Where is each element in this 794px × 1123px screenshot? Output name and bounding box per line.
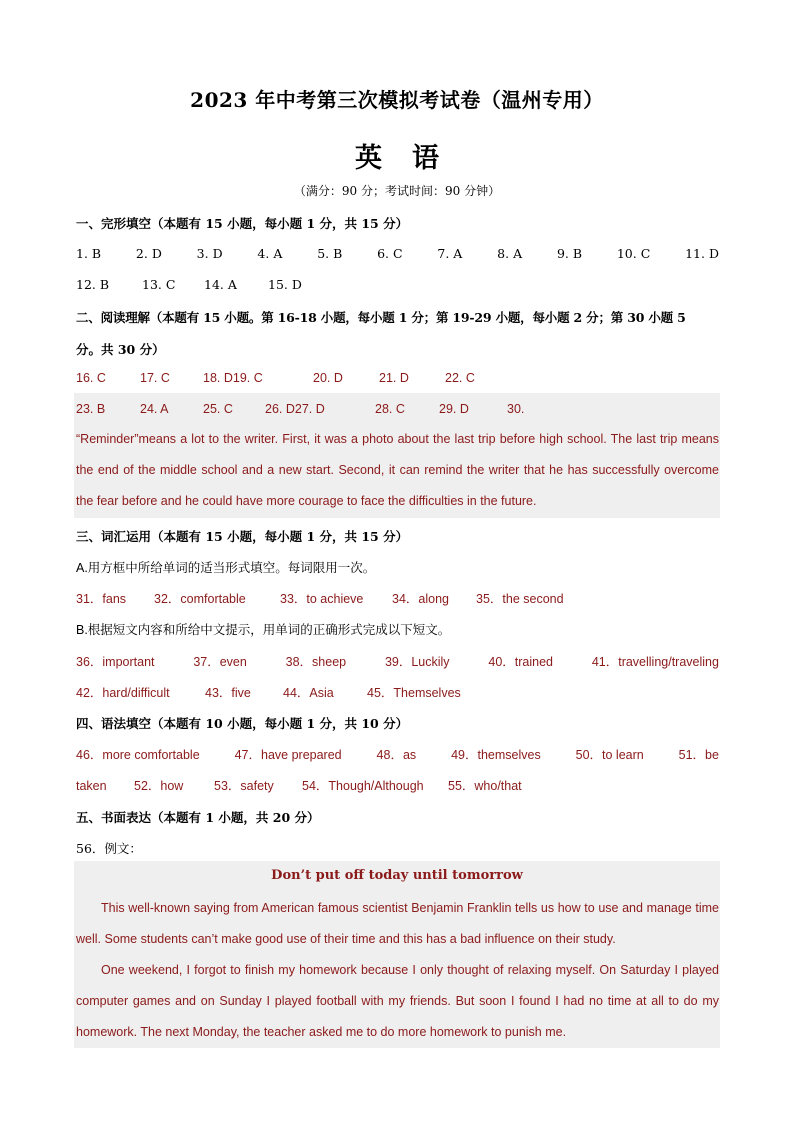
answer: 53．safety (214, 779, 274, 793)
section1-heading: 一、完形填空（本题有 15 小题，每小题 1 分，共 15 分） (76, 216, 409, 231)
answer: 39．Luckily (384, 655, 450, 669)
answer: 21. D (379, 371, 409, 385)
section2-answers-row2 (76, 402, 721, 416)
answer: 1. B (76, 246, 102, 261)
section3-answers-b1 (76, 652, 719, 670)
section3-heading: 三、词汇运用（本题有 15 小题，每小题 1 分，共 15 分） (76, 529, 409, 544)
answer: 4. A (257, 246, 283, 261)
answer: 54．Though/Although (302, 779, 424, 793)
answer: 43．five (205, 686, 251, 700)
essay-title: Don’t put off today until tomorrow (271, 868, 523, 883)
answer: 34．along (392, 592, 449, 606)
answer: 47．have prepared (234, 748, 342, 762)
answer: 6. C (377, 246, 403, 261)
answer: 55．who/that (448, 779, 522, 793)
answer: 52．how (134, 779, 184, 793)
answer: 33．to achieve (280, 592, 364, 606)
answer: 10. C (616, 246, 651, 261)
answer: 36．important (76, 655, 155, 669)
answer: 17. C (140, 371, 170, 385)
answer: 38．sheep (285, 655, 347, 669)
answer: 25. C (203, 402, 233, 416)
answer: 49．themselves (451, 748, 541, 762)
answer: 48．as (376, 748, 417, 762)
answer: 26. D27. D (265, 402, 325, 416)
page-title: 2023 年中考第三次模拟考试卷（温州专用） (190, 88, 604, 112)
section2-heading-cont: 分。共 30 分） (76, 342, 165, 357)
subject-title: 英语 (355, 143, 469, 174)
answer: 50．to learn (575, 748, 644, 762)
answer: 9. B (556, 246, 583, 261)
answer: 22. C (445, 371, 475, 385)
section1-answers-row2 (76, 277, 721, 292)
answer-30-text: “Reminder”means a lot to the writer. First, it was a photo about the last trip before high school. The last trip means the end of the middle school and a new start. Second, it can remind the writer that he has successfully overcome the fear before and he could have more courage to face the difficulties in the future. (76, 432, 719, 508)
answer: 23. B (76, 402, 106, 416)
answer: taken (76, 779, 107, 793)
answer: 30. (507, 402, 525, 416)
answer: 41．travelling/traveling (591, 655, 719, 669)
answer: 46．more comfortable (76, 748, 200, 762)
answer: 2. D (135, 246, 162, 261)
answer: 45．Themselves (367, 686, 461, 700)
answer: 37．even (193, 655, 247, 669)
answer: 15. D (268, 277, 302, 292)
essay-body (76, 893, 719, 1048)
answer: 18. D19. C (203, 371, 263, 385)
answer: 16. C (76, 371, 106, 385)
section4-heading: 四、语法填空（本题有 10 小题，每小题 1 分，共 10 分） (76, 716, 409, 731)
section4-answers-row1 (76, 745, 719, 763)
answer: 40．trained (488, 655, 553, 669)
answer: 24. A (140, 402, 169, 416)
answer: 20. D (313, 371, 343, 385)
answer: 12. B (76, 277, 110, 292)
answer: 5. B (317, 246, 343, 261)
answer: 11. D (685, 246, 719, 261)
essay-paragraph: One weekend, I forgot to finish my homework because I only thought of relaxing myself. On Saturday I played computer games and on Sunday I played football with my friends. But soon I found I had no time at all to do my homework. The next Monday, the teacher asked me to do more homework to punish me. (76, 963, 719, 1039)
section5-heading: 五、书面表达（本题有 1 小题，共 20 分） (76, 810, 320, 825)
exam-meta: （满分：90 分；考试时间：90 分钟） (293, 184, 501, 198)
section3-answers-a (76, 589, 721, 607)
answer: 44．Asia (283, 686, 334, 700)
answer: 32．comfortable (154, 592, 246, 606)
section3-part-b: B.根据短文内容和所给中文提示，用单词的正确形式完成以下短文。 (76, 623, 451, 637)
answer: 42．hard/difficult (76, 686, 170, 700)
answer: 29. D (439, 402, 469, 416)
question-56-label: 56．例文： (76, 841, 142, 856)
answer: 8. A (497, 246, 523, 261)
answer: 51．be (678, 748, 719, 762)
section1-answers-row1 (76, 246, 719, 261)
section2-answers-row1 (76, 371, 721, 385)
answer: 3. D (196, 246, 223, 261)
section3-part-a: A.用方框中所给单词的适当形式填空。每词限用一次。 (76, 561, 376, 575)
answer: 28. C (375, 402, 405, 416)
section2-heading: 二、阅读理解（本题有 15 小题。第 16-18 小题，每小题 1 分；第 19-29 小题，每小题 2 分；第 30 小题 5 (76, 310, 686, 325)
answer: 7. A (437, 246, 463, 261)
section3-answers-b2 (76, 683, 721, 701)
answer: 14. A (204, 277, 237, 292)
section4-answers-row2 (76, 776, 721, 794)
answer: 13. C (142, 277, 176, 292)
answer: 31．fans (76, 592, 127, 606)
answer: 35．the second (476, 592, 564, 606)
essay-paragraph: This well-known saying from American famous scientist Benjamin Franklin tells us how to use and manage time well. Some students can’t make good use of their time and this has a bad influence on their study. (76, 901, 719, 946)
